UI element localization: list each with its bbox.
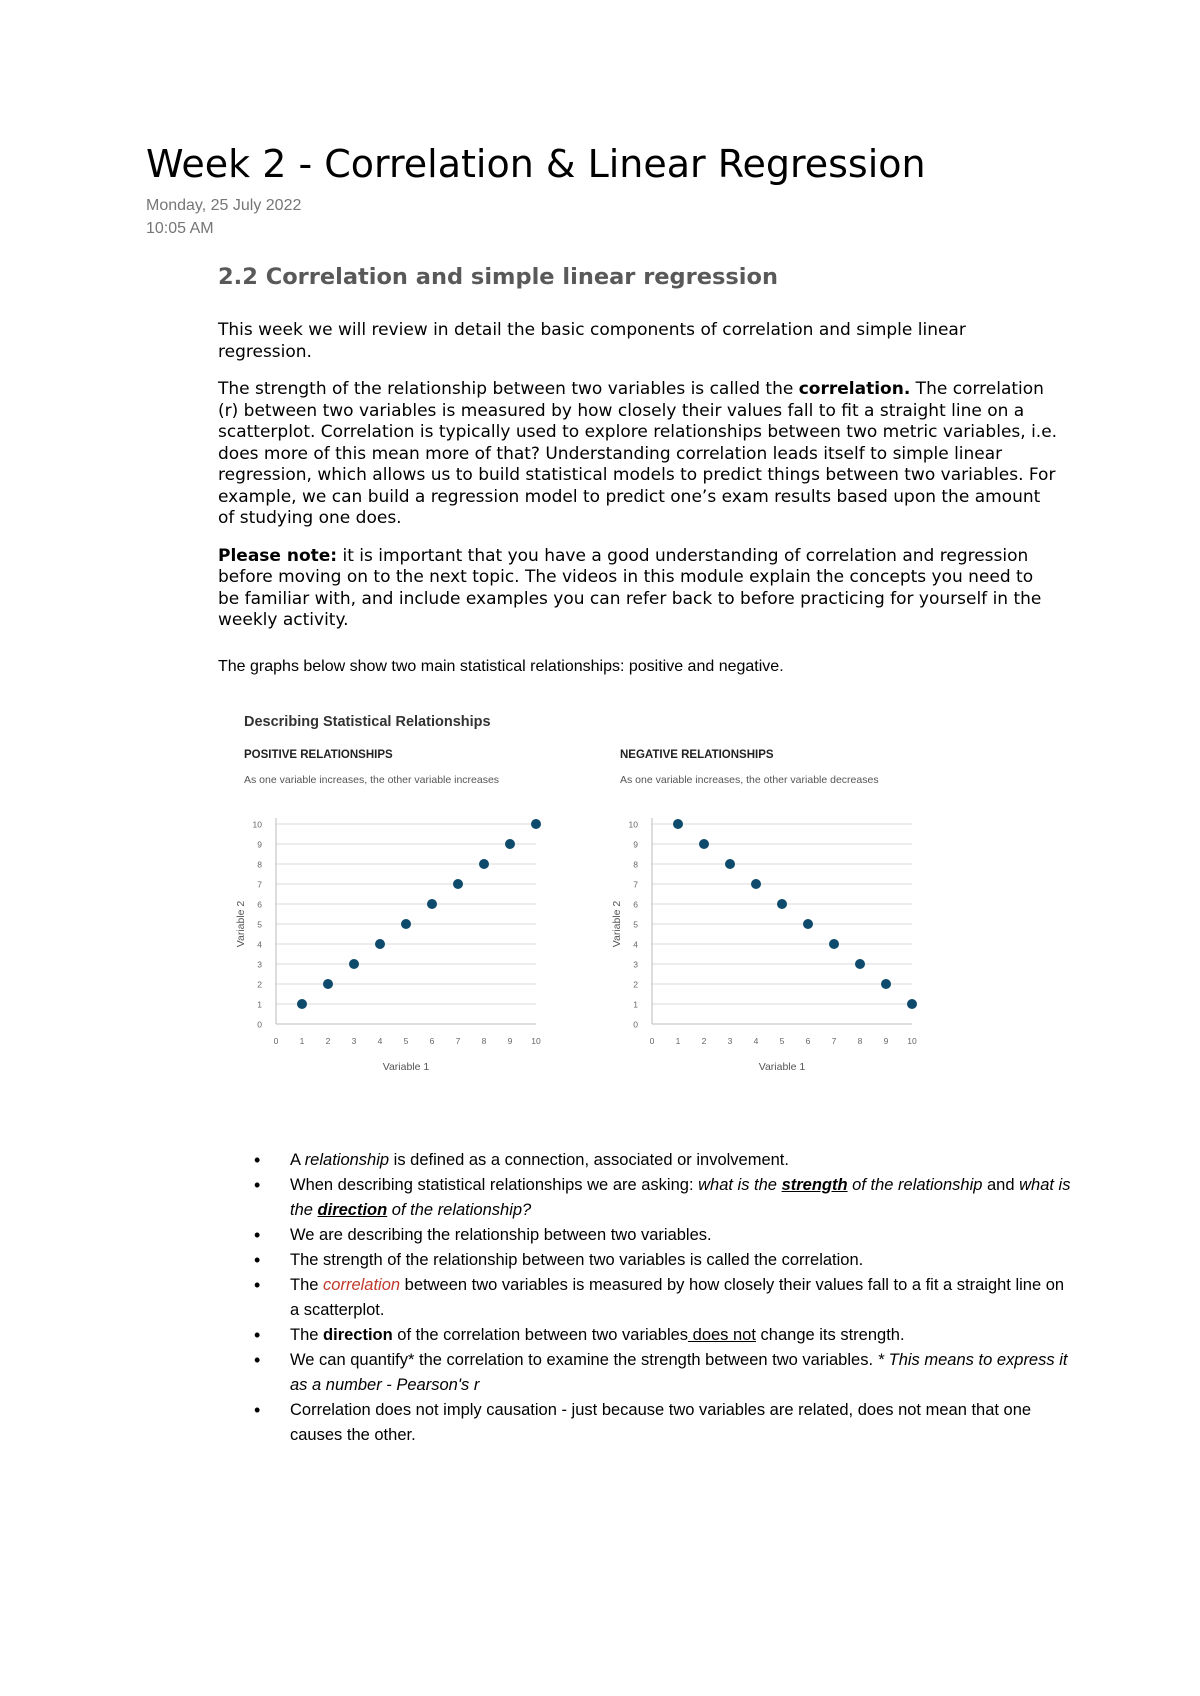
positive-x-tick-label: 0 (273, 1036, 279, 1046)
positive-data-point (375, 939, 385, 949)
negative-y-tick-label: 0 (633, 1019, 638, 1030)
negative-data-point (907, 999, 917, 1009)
bullet-italic: what is the (698, 1176, 782, 1194)
page-time: 10:05 AM (146, 220, 214, 237)
bullet-dot: • (254, 1325, 261, 1345)
positive-data-point (531, 819, 541, 829)
strength-paragraph (218, 379, 1058, 530)
negative-x-axis-label: Variable 1 (758, 1061, 806, 1073)
negative-x-tick-label: 9 (883, 1036, 889, 1046)
positive-data-point (479, 859, 489, 869)
bullet-dot: • (254, 1350, 261, 1370)
negative-data-point (855, 959, 865, 969)
negative-data-point (699, 839, 709, 849)
positive-data-point (401, 919, 411, 929)
positive-y-tick-label: 9 (257, 839, 262, 850)
negative-x-tick-label: 5 (779, 1036, 785, 1046)
note-text: it is important that you have a good understanding of correlation and regression before moving on to the next topic. The videos in this module explain the concepts you need to be familiar with, and include examples you can refer back to before practicing for yourself in the weekly activity. (218, 545, 1042, 630)
list-item (254, 1173, 1074, 1223)
note-paragraph (218, 546, 1058, 632)
list-item (254, 1398, 1074, 1448)
positive-data-point (427, 899, 437, 909)
positive-x-tick-label: 1 (299, 1036, 305, 1046)
positive-y-tick-label: 10 (252, 819, 262, 830)
positive-y-axis-label: Variable 2 (235, 900, 247, 948)
negative-x-tick-label: 0 (649, 1036, 655, 1046)
positive-y-tick-label: 0 (257, 1019, 262, 1030)
page-title: Week 2 - Correlation & Linear Regression (146, 142, 926, 186)
positive-y-tick-label: 8 (257, 859, 262, 870)
positive-x-tick-label: 2 (325, 1036, 331, 1046)
strength-text-before: The strength of the relationship between two variables is called the (218, 379, 799, 399)
negative-x-tick-label: 8 (857, 1036, 863, 1046)
bullet-dot: • (254, 1175, 261, 1195)
positive-y-tick-label: 2 (257, 979, 262, 990)
negative-data-point (751, 879, 761, 889)
positive-x-tick-label: 9 (507, 1036, 513, 1046)
bullet-underline: strength (781, 1176, 848, 1194)
bullet-underline: does not (688, 1326, 756, 1344)
bullet-text: A (290, 1151, 305, 1169)
negative-data-point (725, 859, 735, 869)
positive-x-tick-label: 4 (377, 1036, 383, 1046)
negative-y-tick-label: 3 (633, 959, 638, 970)
positive-y-tick-label: 7 (257, 879, 262, 890)
negative-y-tick-label: 6 (633, 899, 638, 910)
list-item (254, 1148, 1074, 1173)
negative-chart-subtitle: As one variable increases, the other variable decreases (620, 774, 879, 786)
positive-x-tick-label: 5 (403, 1036, 409, 1046)
negative-y-tick-label: 2 (633, 979, 638, 990)
negative-x-tick-label: 10 (907, 1036, 917, 1046)
positive-y-tick-label: 4 (257, 939, 262, 950)
bullet-underline: direction (317, 1201, 388, 1219)
bullet-text: The (290, 1326, 324, 1344)
positive-data-point (297, 999, 307, 1009)
negative-y-tick-label: 4 (633, 939, 638, 950)
relationships-figure-svg (226, 698, 956, 1088)
positive-x-axis-label: Variable 1 (382, 1061, 430, 1073)
positive-data-point (505, 839, 515, 849)
negative-chart-title: NEGATIVE RELATIONSHIPS (620, 749, 774, 761)
positive-y-tick-label: 1 (257, 999, 262, 1010)
bullet-dot: • (254, 1225, 261, 1245)
positive-x-tick-label: 8 (481, 1036, 487, 1046)
bullet-text: The (290, 1276, 324, 1294)
figure-title: Describing Statistical Relationships (244, 714, 491, 730)
bullet-dot: • (254, 1275, 261, 1295)
bullet-text: and (982, 1176, 1020, 1194)
negative-x-tick-label: 4 (753, 1036, 759, 1046)
bullet-text: When describing statistical relationships we are asking: (290, 1176, 699, 1194)
negative-data-point (881, 979, 891, 989)
positive-y-tick-label: 5 (257, 919, 262, 930)
bullet-text: change its strength. (755, 1326, 905, 1344)
negative-y-tick-label: 9 (633, 839, 638, 850)
bullet-text: The strength of the relationship between two variables is called the correlation. (290, 1251, 864, 1269)
positive-x-tick-label: 3 (351, 1036, 357, 1046)
list-item (254, 1323, 1074, 1348)
negative-y-tick-label: 8 (633, 859, 638, 870)
list-item (254, 1348, 1074, 1398)
bullet-list (254, 1148, 1074, 1448)
negative-x-tick-label: 2 (701, 1036, 707, 1046)
bullet-italic: of the relationship? (387, 1201, 532, 1219)
negative-data-point (777, 899, 787, 909)
positive-y-tick-label: 3 (257, 959, 262, 970)
negative-y-tick-label: 5 (633, 919, 638, 930)
bullet-text: is defined as a connection, associated or involvement. (389, 1151, 789, 1169)
negative-y-axis-label: Variable 2 (611, 900, 623, 948)
positive-chart-subtitle: As one variable increases, the other variable increases (244, 774, 500, 786)
negative-x-tick-label: 6 (805, 1036, 811, 1046)
bullet-text: of the correlation between two variables (392, 1326, 689, 1344)
negative-y-tick-label: 1 (633, 999, 638, 1010)
note-bold: Please note: (218, 545, 338, 566)
bullet-bold: direction (323, 1326, 393, 1344)
relationships-figure (226, 698, 956, 1088)
bullet-text: We are describing the relationship between two variables. (290, 1226, 712, 1244)
negative-data-point (673, 819, 683, 829)
positive-data-point (453, 879, 463, 889)
list-item (254, 1248, 1074, 1273)
positive-chart-title: POSITIVE RELATIONSHIPS (244, 749, 393, 761)
negative-data-point (803, 919, 813, 929)
note-content (218, 262, 1058, 693)
positive-x-tick-label: 10 (531, 1036, 541, 1046)
positive-y-tick-label: 6 (257, 899, 262, 910)
bullet-dot: • (254, 1400, 261, 1420)
bullet-red-italic: correlation (323, 1276, 401, 1294)
graphs-intro: The graphs below show two main statistical relationships: positive and negative. (218, 657, 784, 675)
strength-text-after: The correlation (r) between two variables is measured by how closely their values fall to fit a straight line on a scatterplot. Correlation is typically used to explore relationships between two metric variables, i.e. does more of this mean more of that? Understanding correlation leads itself to simple linear regression, which allows us to build statistical models to predict things between two variables. For example, we can build a regression model to predict one’s exam results based upon the amount of studying one does. (218, 379, 1058, 528)
positive-data-point (323, 979, 333, 989)
positive-x-tick-label: 7 (455, 1036, 461, 1046)
positive-x-tick-label: 6 (429, 1036, 435, 1046)
bullet-dot: • (254, 1150, 261, 1170)
bullet-italic: of the relationship (847, 1176, 983, 1194)
bullet-italic: relationship (304, 1151, 390, 1169)
negative-y-tick-label: 7 (633, 879, 638, 890)
bullet-text: Correlation does not imply causation - just because two variables are related, does not mean that one causes the other. (290, 1401, 1032, 1444)
bullet-text: between two variables is measured by how closely their values fall to a fit a straight line on a scatterplot. (290, 1276, 1065, 1319)
bullet-italic: * This means to express it as a number - Pearson's r (290, 1351, 1068, 1394)
list-item (254, 1223, 1074, 1248)
section-heading: 2.2 Correlation and simple linear regression (218, 264, 778, 290)
negative-data-point (829, 939, 839, 949)
negative-x-tick-label: 1 (675, 1036, 681, 1046)
bullet-dot: • (254, 1250, 261, 1270)
bullet-italic: what is the (290, 1176, 1071, 1219)
negative-y-tick-label: 10 (628, 819, 638, 830)
strength-bold: correlation. (798, 379, 911, 399)
bullet-text: We can quantify* the correlation to examine the strength between two variables. (290, 1351, 878, 1369)
page-date: Monday, 25 July 2022 (146, 197, 302, 214)
list-item (254, 1273, 1074, 1323)
negative-x-tick-label: 7 (831, 1036, 837, 1046)
intro-paragraph: This week we will review in detail the basic components of correlation and simple linear regression. (218, 320, 966, 362)
positive-data-point (349, 959, 359, 969)
negative-x-tick-label: 3 (727, 1036, 733, 1046)
